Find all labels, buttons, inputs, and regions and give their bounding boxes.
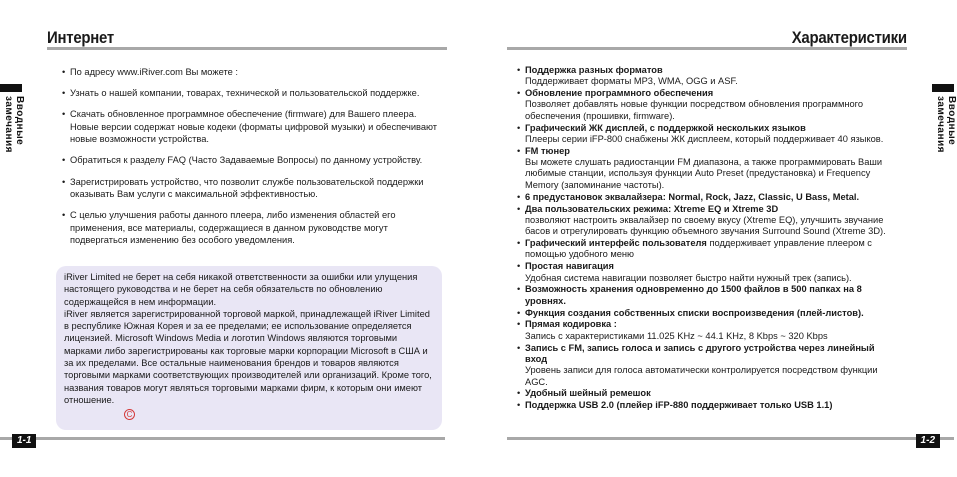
internet-list bbox=[62, 66, 442, 256]
feature-item bbox=[517, 284, 895, 307]
feature-heading: Графический ЖК дисплей, с поддержкой нескольких языков bbox=[525, 122, 806, 133]
feature-heading: Простая навигация bbox=[525, 261, 614, 272]
feature-item bbox=[517, 388, 895, 399]
feature-item bbox=[517, 238, 895, 261]
title-rule bbox=[47, 47, 447, 50]
feature-heading: Удобный шейный ремешок bbox=[525, 388, 651, 399]
feature-item bbox=[517, 192, 895, 203]
feature-heading: Запись с FM, запись голоса и запись с другого устройства через линейный вход bbox=[525, 342, 875, 364]
list-item: • Скачать обновленное программное обеспечение (firmware) для Вашего плеера. Новые версии содержат новые кодеки (форматы цифровой музыки) и обеспечивают новые возможности устройства. bbox=[62, 108, 442, 146]
feature-heading: Поддержка USB 2.0 (плейер iFP-880 поддерживает только USB 1.1) bbox=[525, 400, 833, 411]
feature-heading: Функция создания собственных списки воспроизведения (плей-листов). bbox=[525, 307, 864, 318]
title-rule bbox=[507, 47, 907, 50]
footer-rule bbox=[507, 437, 954, 440]
feature-heading: Обновление программного обеспечения bbox=[525, 88, 714, 99]
feature-heading: Графический интерфейс пользователя bbox=[525, 238, 707, 249]
side-tab-label: Вводные замечания bbox=[935, 96, 957, 153]
notice-paragraph: iRiver Limited не берет на себя никакой ответственности за ошибки или улущения настоящего руководства и не берет на себя обязательств по обновлению содержащейся в нем информации. bbox=[64, 272, 418, 307]
feature-description: Поддерживает форматы MP3, WMA, OGG и ASF. bbox=[525, 76, 738, 87]
legal-notice-box bbox=[56, 266, 442, 430]
feature-item bbox=[517, 308, 895, 319]
page-number: 1-1 bbox=[12, 434, 36, 448]
feature-description: Запись с характеристиками 11.025 KHz ~ 44.1 KHz, 8 Kbps ~ 320 Kbps bbox=[525, 330, 828, 341]
side-tab-cap bbox=[932, 84, 954, 92]
feature-item bbox=[517, 319, 895, 342]
list-item: • С целью улучшения работы данного плеера, либо изменения областей его применения, все материалы, содержащиеся в данном руководстве могут подвергаться изменению без особого уведомления. bbox=[62, 209, 442, 247]
feature-item bbox=[517, 204, 895, 238]
side-tab bbox=[932, 84, 957, 188]
features-list bbox=[517, 65, 895, 412]
side-tab-label: Вводные замечания bbox=[3, 96, 25, 153]
feature-description: Удобная система навигации позволяет быстро найти нужный трек (запись). bbox=[525, 272, 852, 283]
side-tab-cap bbox=[0, 84, 22, 92]
footer-rule bbox=[0, 437, 445, 440]
feature-item bbox=[517, 400, 895, 411]
feature-item bbox=[517, 343, 895, 388]
list-item: • Узнать о нашей компании, товарах, технической и пользовательской поддержке. bbox=[62, 87, 442, 100]
list-item: • Зарегистрировать устройство, что позволит службе пользовательской поддержки оказывать Вам услуги с максимальной эффективностью. bbox=[62, 176, 442, 201]
feature-description: позволяют настроить эквалайзер по своему вкусу (Xtreme EQ), улучшить звучание басов и отрегулировать функцию объемного звучания Surround Sound (Xtreme 3D). bbox=[525, 214, 886, 237]
feature-item bbox=[517, 261, 895, 284]
page-title: Интернет bbox=[47, 28, 114, 47]
left-page bbox=[0, 0, 477, 477]
feature-heading: Поддержка разных форматов bbox=[525, 65, 663, 75]
feature-heading: Два пользовательских режима: Xtreme EQ и Xtreme 3D bbox=[525, 203, 779, 214]
notice-paragraph: iRiver является зарегистрированной торговой маркой, принадлежащей iRiver Limited в республике Южная Корея и за ее пределами; ее использование определяется лицензией. Microsoft Windows Media и логотип Windows являются торговыми марками либо зарегистрированы как торговые марки корпорации Microsoft в США и за их пределами. Все остальные наименования брендов и товаров являются торговыми марками соответствующих производителей или организаций. Кроме того, названия товаров могут являться торговыми марками фирм, к которым они имеют отношение. bbox=[64, 308, 432, 405]
page-number: 1-2 bbox=[916, 434, 940, 448]
feature-description: Позволяет добавлять новые функции посредством обновления программного обеспечения (прошивки, firmware). bbox=[525, 99, 864, 121]
feature-heading: Прямая кодировка : bbox=[525, 319, 617, 330]
feature-item bbox=[517, 65, 895, 88]
copyright-icon: C bbox=[124, 409, 135, 420]
right-page bbox=[477, 0, 957, 477]
side-tab bbox=[0, 84, 25, 188]
feature-heading: FM тюнер bbox=[525, 145, 570, 156]
list-item: • Обратиться к разделу FAQ (Часто Задаваемые Вопросы) по данному устройству. bbox=[62, 154, 442, 167]
feature-description: Вы можете слушать радиостанции FM диапазона, а также программировать Ваши любимые станции, используя функции Auto Preset (предустановка) и Frequency Memory (запоминание частоты). bbox=[525, 157, 883, 190]
feature-item bbox=[517, 123, 895, 146]
list-item: • По адресу www.iRiver.com Вы можете : bbox=[62, 66, 442, 79]
feature-heading: Возможность хранения одновременно до 1500 файлов в 500 папках на 8 уровнях. bbox=[525, 284, 862, 306]
feature-inline-text: поддерживает управление плеером с помощью удобного меню bbox=[525, 238, 872, 260]
feature-heading: 6 предустановок эквалайзера: Normal, Rock, Jazz, Classic, U Bass, Metal. bbox=[525, 191, 860, 202]
feature-item bbox=[517, 146, 895, 191]
page-title: Характеристики bbox=[791, 28, 907, 47]
feature-item bbox=[517, 88, 895, 122]
feature-description: Плееры серии iFP-800 снабжены ЖК дисплеем, который поддерживает 40 языков. bbox=[525, 133, 884, 144]
feature-description: Уровень записи для голоса автоматически контролируется посредством функции AGC. bbox=[525, 365, 878, 387]
